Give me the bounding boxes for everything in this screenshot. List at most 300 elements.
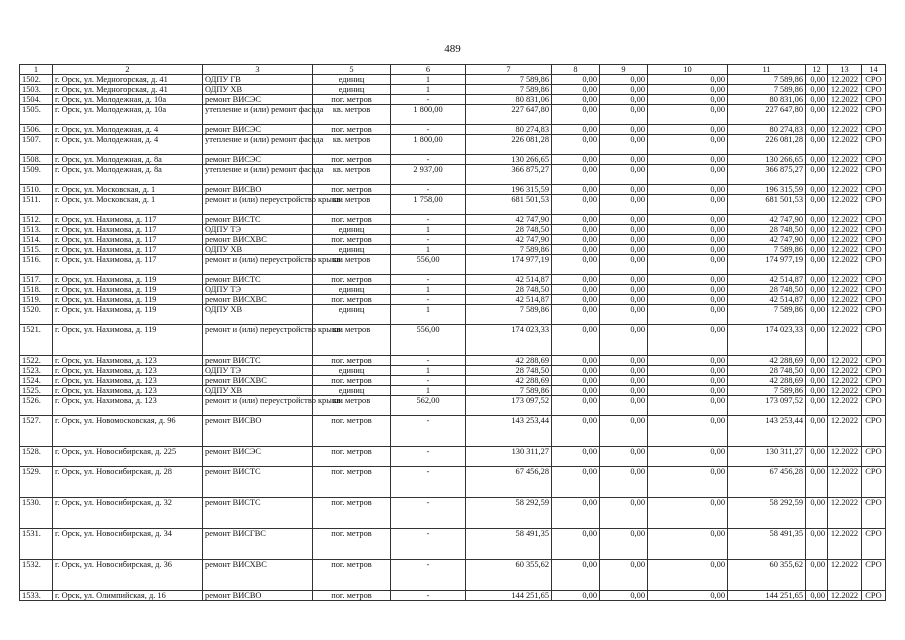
value-cell: 0,00 [552, 498, 600, 529]
work-type-cell: ремонт и (или) переустройство крыши [203, 396, 313, 416]
table-row [20, 125, 886, 135]
value-cell: 0,00 [600, 85, 648, 95]
unit-cell: единиц [313, 285, 391, 295]
total-cell: 196 315,59 [728, 185, 806, 195]
quantity-cell: - [391, 356, 466, 366]
date-cell: 12.2022 [828, 125, 862, 135]
cost-cell: 42 747,90 [466, 235, 552, 245]
value-cell: 0,00 [552, 416, 600, 447]
value-cell: 0,00 [806, 447, 828, 467]
cost-cell: 58 292,59 [466, 498, 552, 529]
address-cell: г. Орск, ул. Молодежная, д. 10а [53, 95, 203, 105]
date-cell: 12.2022 [828, 560, 862, 591]
work-type-cell: ремонт и (или) переустройство крыши [203, 195, 313, 215]
total-cell: 366 875,27 [728, 165, 806, 185]
date-cell: 12.2022 [828, 285, 862, 295]
date-cell: 12.2022 [828, 591, 862, 601]
unit-cell: единиц [313, 386, 391, 396]
value-cell: 0,00 [552, 215, 600, 225]
source-cell: СРО [862, 165, 886, 185]
work-type-cell: ремонт ВИСХВС [203, 235, 313, 245]
work-type-cell: ремонт и (или) переустройство крыши [203, 255, 313, 275]
value-cell: 0,00 [648, 165, 728, 185]
address-cell: г. Орск, ул. Олимпийская, д. 16 [53, 591, 203, 601]
source-cell: СРО [862, 366, 886, 376]
value-cell: 0,00 [806, 125, 828, 135]
cost-cell: 42 514,87 [466, 295, 552, 305]
cost-cell: 7 589,86 [466, 75, 552, 85]
value-cell: 0,00 [552, 245, 600, 255]
value-cell: 0,00 [552, 295, 600, 305]
value-cell: 0,00 [552, 560, 600, 591]
column-header: 7 [466, 65, 552, 75]
work-type-cell: ремонт ВИСВО [203, 185, 313, 195]
row-number-cell: 1519. [20, 295, 53, 305]
address-cell: г. Орск, ул. Молодежная, д. 8а [53, 155, 203, 165]
value-cell: 0,00 [648, 560, 728, 591]
address-cell: г. Орск, ул. Нахимова, д. 123 [53, 386, 203, 396]
total-cell: 7 589,86 [728, 386, 806, 396]
work-type-cell: ремонт ВИСТС [203, 498, 313, 529]
value-cell: 0,00 [648, 195, 728, 215]
row-number-cell: 1529. [20, 467, 53, 498]
date-cell: 12.2022 [828, 386, 862, 396]
column-header: 11 [728, 65, 806, 75]
value-cell: 0,00 [552, 155, 600, 165]
row-number-cell: 1524. [20, 376, 53, 386]
source-cell: СРО [862, 215, 886, 225]
value-cell: 0,00 [648, 125, 728, 135]
total-cell: 60 355,62 [728, 560, 806, 591]
value-cell: 0,00 [552, 255, 600, 275]
value-cell: 0,00 [648, 356, 728, 366]
value-cell: 0,00 [648, 416, 728, 447]
work-type-cell: ОДПУ ТЭ [203, 225, 313, 235]
source-cell: СРО [862, 529, 886, 560]
cost-cell: 143 253,44 [466, 416, 552, 447]
unit-cell: пог. метров [313, 155, 391, 165]
date-cell: 12.2022 [828, 447, 862, 467]
source-cell: СРО [862, 498, 886, 529]
value-cell: 0,00 [600, 255, 648, 275]
value-cell: 0,00 [648, 105, 728, 125]
row-number-cell: 1502. [20, 75, 53, 85]
value-cell: 0,00 [552, 75, 600, 85]
value-cell: 0,00 [806, 165, 828, 185]
value-cell: 0,00 [806, 386, 828, 396]
cost-cell: 7 589,86 [466, 305, 552, 325]
table-row [20, 225, 886, 235]
quantity-cell: - [391, 529, 466, 560]
cost-cell: 80 274,83 [466, 125, 552, 135]
work-type-cell: ремонт ВИСТС [203, 215, 313, 225]
quantity-cell: 1 [391, 285, 466, 295]
row-number-cell: 1532. [20, 560, 53, 591]
unit-cell: кв. метров [313, 195, 391, 215]
total-cell: 173 097,52 [728, 396, 806, 416]
register-table [19, 64, 886, 601]
source-cell: СРО [862, 275, 886, 285]
table-row [20, 356, 886, 366]
unit-cell: кв. метров [313, 135, 391, 155]
value-cell: 0,00 [648, 529, 728, 560]
cost-cell: 130 266,65 [466, 155, 552, 165]
date-cell: 12.2022 [828, 325, 862, 356]
total-cell: 28 748,50 [728, 366, 806, 376]
value-cell: 0,00 [806, 185, 828, 195]
total-cell: 42 514,87 [728, 295, 806, 305]
quantity-cell: 562,00 [391, 396, 466, 416]
quantity-cell: - [391, 235, 466, 245]
value-cell: 0,00 [806, 325, 828, 356]
value-cell: 0,00 [552, 235, 600, 245]
quantity-cell: - [391, 275, 466, 285]
source-cell: СРО [862, 125, 886, 135]
work-type-cell: ОДПУ ХВ [203, 305, 313, 325]
value-cell: 0,00 [552, 195, 600, 215]
value-cell: 0,00 [806, 155, 828, 165]
row-number-cell: 1517. [20, 275, 53, 285]
column-header: 1 [20, 65, 53, 75]
total-cell: 42 747,90 [728, 235, 806, 245]
value-cell: 0,00 [600, 75, 648, 85]
total-cell: 80 274,83 [728, 125, 806, 135]
value-cell: 0,00 [552, 591, 600, 601]
work-type-cell: утепление и (или) ремонт фасада [203, 135, 313, 155]
unit-cell: единиц [313, 245, 391, 255]
total-cell: 174 023,33 [728, 325, 806, 356]
date-cell: 12.2022 [828, 195, 862, 215]
value-cell: 0,00 [806, 235, 828, 245]
source-cell: СРО [862, 235, 886, 245]
cost-cell: 42 514,87 [466, 275, 552, 285]
total-cell: 226 081,28 [728, 135, 806, 155]
value-cell: 0,00 [806, 75, 828, 85]
date-cell: 12.2022 [828, 135, 862, 155]
value-cell: 0,00 [600, 356, 648, 366]
quantity-cell: - [391, 447, 466, 467]
row-number-cell: 1526. [20, 396, 53, 416]
unit-cell: кв. метров [313, 105, 391, 125]
row-number-cell: 1511. [20, 195, 53, 215]
row-number-cell: 1530. [20, 498, 53, 529]
unit-cell: пог. метров [313, 95, 391, 105]
table-row [20, 285, 886, 295]
quantity-cell: 1 800,00 [391, 105, 466, 125]
table-row [20, 85, 886, 95]
unit-cell: пог. метров [313, 447, 391, 467]
value-cell: 0,00 [600, 285, 648, 295]
unit-cell: пог. метров [313, 376, 391, 386]
total-cell: 80 831,06 [728, 95, 806, 105]
value-cell: 0,00 [648, 215, 728, 225]
row-number-cell: 1510. [20, 185, 53, 195]
value-cell: 0,00 [806, 95, 828, 105]
column-header: 2 [53, 65, 203, 75]
unit-cell: единиц [313, 366, 391, 376]
source-cell: СРО [862, 255, 886, 275]
value-cell: 0,00 [600, 591, 648, 601]
row-number-cell: 1523. [20, 366, 53, 376]
value-cell: 0,00 [552, 325, 600, 356]
address-cell: г. Орск, ул. Нахимова, д. 117 [53, 255, 203, 275]
quantity-cell: - [391, 560, 466, 591]
value-cell: 0,00 [648, 467, 728, 498]
address-cell: г. Орск, ул. Московская, д. 1 [53, 195, 203, 215]
row-number-cell: 1505. [20, 105, 53, 125]
source-cell: СРО [862, 376, 886, 386]
unit-cell: пог. метров [313, 560, 391, 591]
total-cell: 130 266,65 [728, 155, 806, 165]
work-type-cell: ремонт ВИСВО [203, 416, 313, 447]
unit-cell: кв. метров [313, 255, 391, 275]
value-cell: 0,00 [600, 295, 648, 305]
quantity-cell: - [391, 295, 466, 305]
work-type-cell: ремонт ВИСГВС [203, 529, 313, 560]
total-cell: 7 589,86 [728, 245, 806, 255]
quantity-cell: - [391, 591, 466, 601]
table-body [20, 75, 886, 601]
value-cell: 0,00 [552, 135, 600, 155]
address-cell: г. Орск, ул. Медногорская, д. 41 [53, 75, 203, 85]
unit-cell: пог. метров [313, 529, 391, 560]
value-cell: 0,00 [648, 447, 728, 467]
value-cell: 0,00 [600, 366, 648, 376]
date-cell: 12.2022 [828, 155, 862, 165]
date-cell: 12.2022 [828, 305, 862, 325]
total-cell: 130 311,27 [728, 447, 806, 467]
unit-cell: пог. метров [313, 591, 391, 601]
address-cell: г. Орск, ул. Молодежная, д. 4 [53, 135, 203, 155]
quantity-cell: 1 758,00 [391, 195, 466, 215]
date-cell: 12.2022 [828, 356, 862, 366]
value-cell: 0,00 [552, 396, 600, 416]
cost-cell: 7 589,86 [466, 245, 552, 255]
address-cell: г. Орск, ул. Нахимова, д. 117 [53, 245, 203, 255]
total-cell: 7 589,86 [728, 75, 806, 85]
total-cell: 42 747,90 [728, 215, 806, 225]
value-cell: 0,00 [806, 529, 828, 560]
total-cell: 42 514,87 [728, 275, 806, 285]
cost-cell: 80 831,06 [466, 95, 552, 105]
header-row [20, 65, 886, 75]
value-cell: 0,00 [552, 285, 600, 295]
value-cell: 0,00 [806, 255, 828, 275]
total-cell: 58 491,35 [728, 529, 806, 560]
quantity-cell: - [391, 185, 466, 195]
value-cell: 0,00 [806, 498, 828, 529]
value-cell: 0,00 [806, 135, 828, 155]
value-cell: 0,00 [600, 105, 648, 125]
table-row [20, 366, 886, 376]
work-type-cell: ремонт ВИСЭС [203, 125, 313, 135]
value-cell: 0,00 [600, 165, 648, 185]
value-cell: 0,00 [600, 195, 648, 215]
work-type-cell: ОДПУ ХВ [203, 245, 313, 255]
cost-cell: 28 748,50 [466, 366, 552, 376]
value-cell: 0,00 [600, 386, 648, 396]
value-cell: 0,00 [648, 285, 728, 295]
address-cell: г. Орск, ул. Нахимова, д. 123 [53, 376, 203, 386]
value-cell: 0,00 [806, 245, 828, 255]
address-cell: г. Орск, ул. Молодежная, д. 10а [53, 105, 203, 125]
cost-cell: 174 023,33 [466, 325, 552, 356]
source-cell: СРО [862, 285, 886, 295]
cost-cell: 60 355,62 [466, 560, 552, 591]
value-cell: 0,00 [600, 498, 648, 529]
value-cell: 0,00 [600, 95, 648, 105]
work-type-cell: ремонт ВИСТС [203, 275, 313, 285]
date-cell: 12.2022 [828, 416, 862, 447]
value-cell: 0,00 [648, 295, 728, 305]
total-cell: 28 748,50 [728, 225, 806, 235]
value-cell: 0,00 [648, 235, 728, 245]
value-cell: 0,00 [648, 155, 728, 165]
quantity-cell: 556,00 [391, 325, 466, 356]
value-cell: 0,00 [806, 366, 828, 376]
value-cell: 0,00 [600, 235, 648, 245]
source-cell: СРО [862, 245, 886, 255]
address-cell: г. Орск, ул. Нахимова, д. 123 [53, 366, 203, 376]
table-row [20, 416, 886, 447]
column-header: 8 [552, 65, 600, 75]
value-cell: 0,00 [600, 305, 648, 325]
date-cell: 12.2022 [828, 185, 862, 195]
quantity-cell: 556,00 [391, 255, 466, 275]
value-cell: 0,00 [648, 396, 728, 416]
quantity-cell: 2 937,00 [391, 165, 466, 185]
table-row [20, 135, 886, 155]
value-cell: 0,00 [806, 85, 828, 95]
date-cell: 12.2022 [828, 225, 862, 235]
total-cell: 7 589,86 [728, 305, 806, 325]
unit-cell: пог. метров [313, 125, 391, 135]
work-type-cell: ремонт ВИСХВС [203, 295, 313, 305]
value-cell: 0,00 [648, 376, 728, 386]
work-type-cell: ОДПУ ТЭ [203, 285, 313, 295]
unit-cell: пог. метров [313, 275, 391, 285]
date-cell: 12.2022 [828, 467, 862, 498]
value-cell: 0,00 [806, 560, 828, 591]
source-cell: СРО [862, 225, 886, 235]
date-cell: 12.2022 [828, 376, 862, 386]
value-cell: 0,00 [552, 275, 600, 285]
column-header: 12 [806, 65, 828, 75]
work-type-cell: ОДПУ ГВ [203, 75, 313, 85]
address-cell: г. Орск, ул. Медногорская, д. 41 [53, 85, 203, 95]
quantity-cell: 1 [391, 85, 466, 95]
source-cell: СРО [862, 325, 886, 356]
source-cell: СРО [862, 591, 886, 601]
row-number-cell: 1514. [20, 235, 53, 245]
table-row [20, 195, 886, 215]
value-cell: 0,00 [600, 185, 648, 195]
value-cell: 0,00 [552, 305, 600, 325]
value-cell: 0,00 [806, 225, 828, 235]
value-cell: 0,00 [806, 305, 828, 325]
address-cell: г. Орск, ул. Московская, д. 1 [53, 185, 203, 195]
date-cell: 12.2022 [828, 105, 862, 125]
row-number-cell: 1513. [20, 225, 53, 235]
address-cell: г. Орск, ул. Новосибирская, д. 34 [53, 529, 203, 560]
unit-cell: единиц [313, 225, 391, 235]
date-cell: 12.2022 [828, 498, 862, 529]
unit-cell: кв. метров [313, 396, 391, 416]
value-cell: 0,00 [552, 165, 600, 185]
value-cell: 0,00 [648, 498, 728, 529]
total-cell: 42 288,69 [728, 356, 806, 366]
value-cell: 0,00 [648, 275, 728, 285]
quantity-cell: - [391, 498, 466, 529]
unit-cell: пог. метров [313, 235, 391, 245]
value-cell: 0,00 [648, 255, 728, 275]
date-cell: 12.2022 [828, 529, 862, 560]
table-row [20, 467, 886, 498]
value-cell: 0,00 [600, 396, 648, 416]
column-header: 13 [828, 65, 862, 75]
quantity-cell: - [391, 416, 466, 447]
table-row [20, 560, 886, 591]
value-cell: 0,00 [806, 105, 828, 125]
table-row [20, 529, 886, 560]
column-header: 10 [648, 65, 728, 75]
source-cell: СРО [862, 155, 886, 165]
table-row [20, 275, 886, 285]
address-cell: г. Орск, ул. Новомосковская, д. 96 [53, 416, 203, 447]
table-row [20, 498, 886, 529]
quantity-cell: 1 [391, 225, 466, 235]
column-header: 14 [862, 65, 886, 75]
value-cell: 0,00 [648, 225, 728, 235]
cost-cell: 42 288,69 [466, 376, 552, 386]
table-row [20, 75, 886, 85]
address-cell: г. Орск, ул. Нахимова, д. 117 [53, 235, 203, 245]
table-row [20, 255, 886, 275]
source-cell: СРО [862, 356, 886, 366]
value-cell: 0,00 [552, 356, 600, 366]
source-cell: СРО [862, 85, 886, 95]
address-cell: г. Орск, ул. Нахимова, д. 119 [53, 275, 203, 285]
quantity-cell: 1 [391, 366, 466, 376]
value-cell: 0,00 [648, 75, 728, 85]
source-cell: СРО [862, 447, 886, 467]
table-row [20, 105, 886, 125]
source-cell: СРО [862, 295, 886, 305]
address-cell: г. Орск, ул. Нахимова, д. 119 [53, 295, 203, 305]
table-row [20, 215, 886, 225]
value-cell: 0,00 [600, 215, 648, 225]
date-cell: 12.2022 [828, 366, 862, 376]
value-cell: 0,00 [552, 125, 600, 135]
cost-cell: 681 501,53 [466, 195, 552, 215]
row-number-cell: 1521. [20, 325, 53, 356]
address-cell: г. Орск, ул. Новосибирская, д. 28 [53, 467, 203, 498]
value-cell: 0,00 [600, 155, 648, 165]
value-cell: 0,00 [806, 416, 828, 447]
date-cell: 12.2022 [828, 235, 862, 245]
value-cell: 0,00 [648, 325, 728, 356]
unit-cell: кв. метров [313, 325, 391, 356]
address-cell: г. Орск, ул. Молодежная, д. 8а [53, 165, 203, 185]
date-cell: 12.2022 [828, 245, 862, 255]
value-cell: 0,00 [600, 225, 648, 235]
value-cell: 0,00 [600, 245, 648, 255]
row-number-cell: 1528. [20, 447, 53, 467]
value-cell: 0,00 [552, 95, 600, 105]
table-row [20, 235, 886, 245]
table-row [20, 376, 886, 386]
value-cell: 0,00 [600, 447, 648, 467]
